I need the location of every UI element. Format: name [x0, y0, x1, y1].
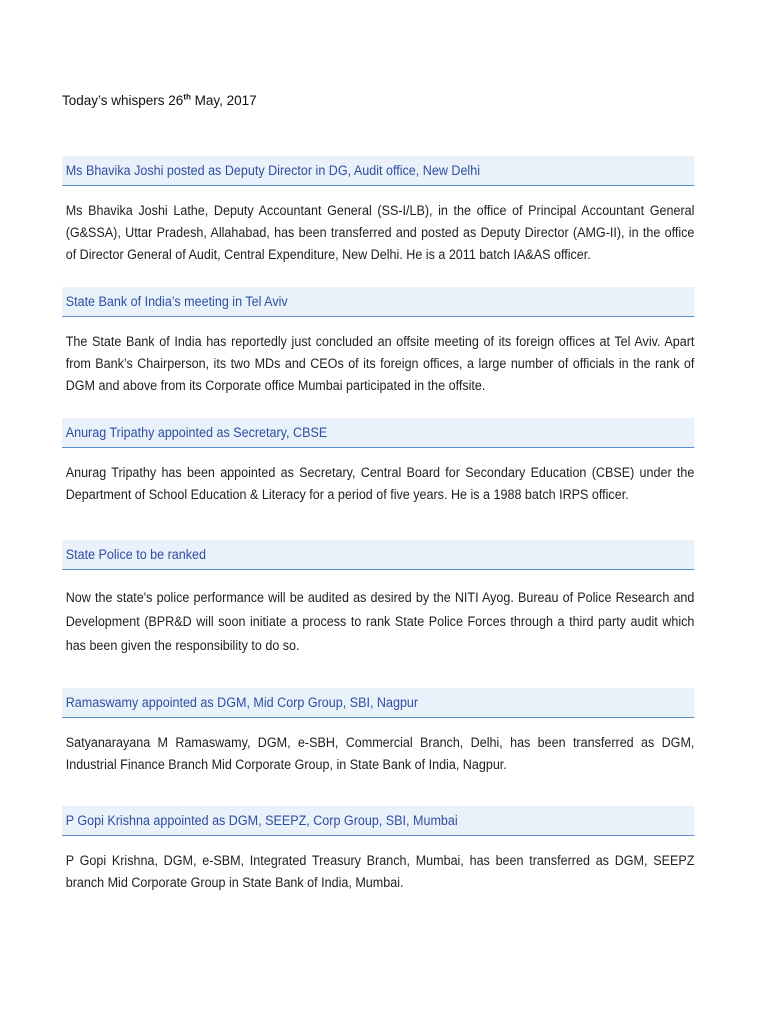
news-item-state-police — [62, 540, 694, 658]
news-item-bhavika-joshi — [62, 156, 694, 266]
news-heading: Ramaswamy appointed as DGM, Mid Corp Group, SBI, Nagpur — [62, 688, 694, 718]
news-heading: State Police to be ranked — [62, 540, 694, 570]
news-body: P Gopi Krishna, DGM, e-SBM, Integrated Treasury Branch, Mumbai, has been transferred as DGM, SEEPZ branch Mid Corporate Group in State Bank of India, Mumbai. — [65, 853, 695, 890]
title-suffix: May, 2017 — [190, 93, 257, 108]
news-body: Ms Bhavika Joshi Lathe, Deputy Accountant General (SS-I/LB), in the office of Principal Accountant General (G&SSA), Uttar Pradesh, Allahabad, has been transferred and posted as Deputy Director (AMG-II), in the office of Director General of Audit, Central Expenditure, New Delhi. He is a 2011 batch IA&AS officer. — [65, 203, 695, 262]
news-item-anurag-tripathy — [62, 418, 694, 506]
news-heading: Anurag Tripathy appointed as Secretary, CBSE — [62, 418, 694, 448]
news-body: Now the state's police performance will be audited as desired by the NITI Ayog. Bureau of Police Research and Development (BPR&D will soon initiate a process to rank State Police Forces through a third party audit which has been given the responsibility to do so. — [65, 590, 695, 653]
news-body: Anurag Tripathy has been appointed as Secretary, Central Board for Secondary Education (CBSE) under the Department of School Education & Literacy for a period of five years. He is a 1988 batch IRPS officer. — [65, 465, 695, 502]
news-heading: State Bank of India’s meeting in Tel Aviv — [62, 287, 694, 317]
page-title — [62, 93, 257, 108]
news-heading: Ms Bhavika Joshi posted as Deputy Director in DG, Audit office, New Delhi — [62, 156, 694, 186]
news-item-sbi-tel-aviv — [62, 287, 694, 397]
title-prefix: Today’s whispers 26 — [62, 93, 184, 108]
news-heading: P Gopi Krishna appointed as DGM, SEEPZ, Corp Group, SBI, Mumbai — [62, 806, 694, 836]
news-body: Satyanarayana M Ramaswamy, DGM, e-SBH, Commercial Branch, Delhi, has been transferred as DGM, Industrial Finance Branch Mid Corporate Group, in State Bank of India, Nagpur. — [65, 735, 695, 772]
title-ordinal: th — [183, 92, 191, 102]
news-body: The State Bank of India has reportedly just concluded an offsite meeting of its foreign offices at Tel Aviv. Apart from Bank’s Chairperson, its two MDs and CEOs of its foreign offices, a large number of officials in the rank of DGM and above from its Corporate office Mumbai participated in the offsite. — [65, 334, 695, 393]
news-item-ramaswamy — [62, 688, 694, 776]
news-item-gopi-krishna — [62, 806, 694, 894]
